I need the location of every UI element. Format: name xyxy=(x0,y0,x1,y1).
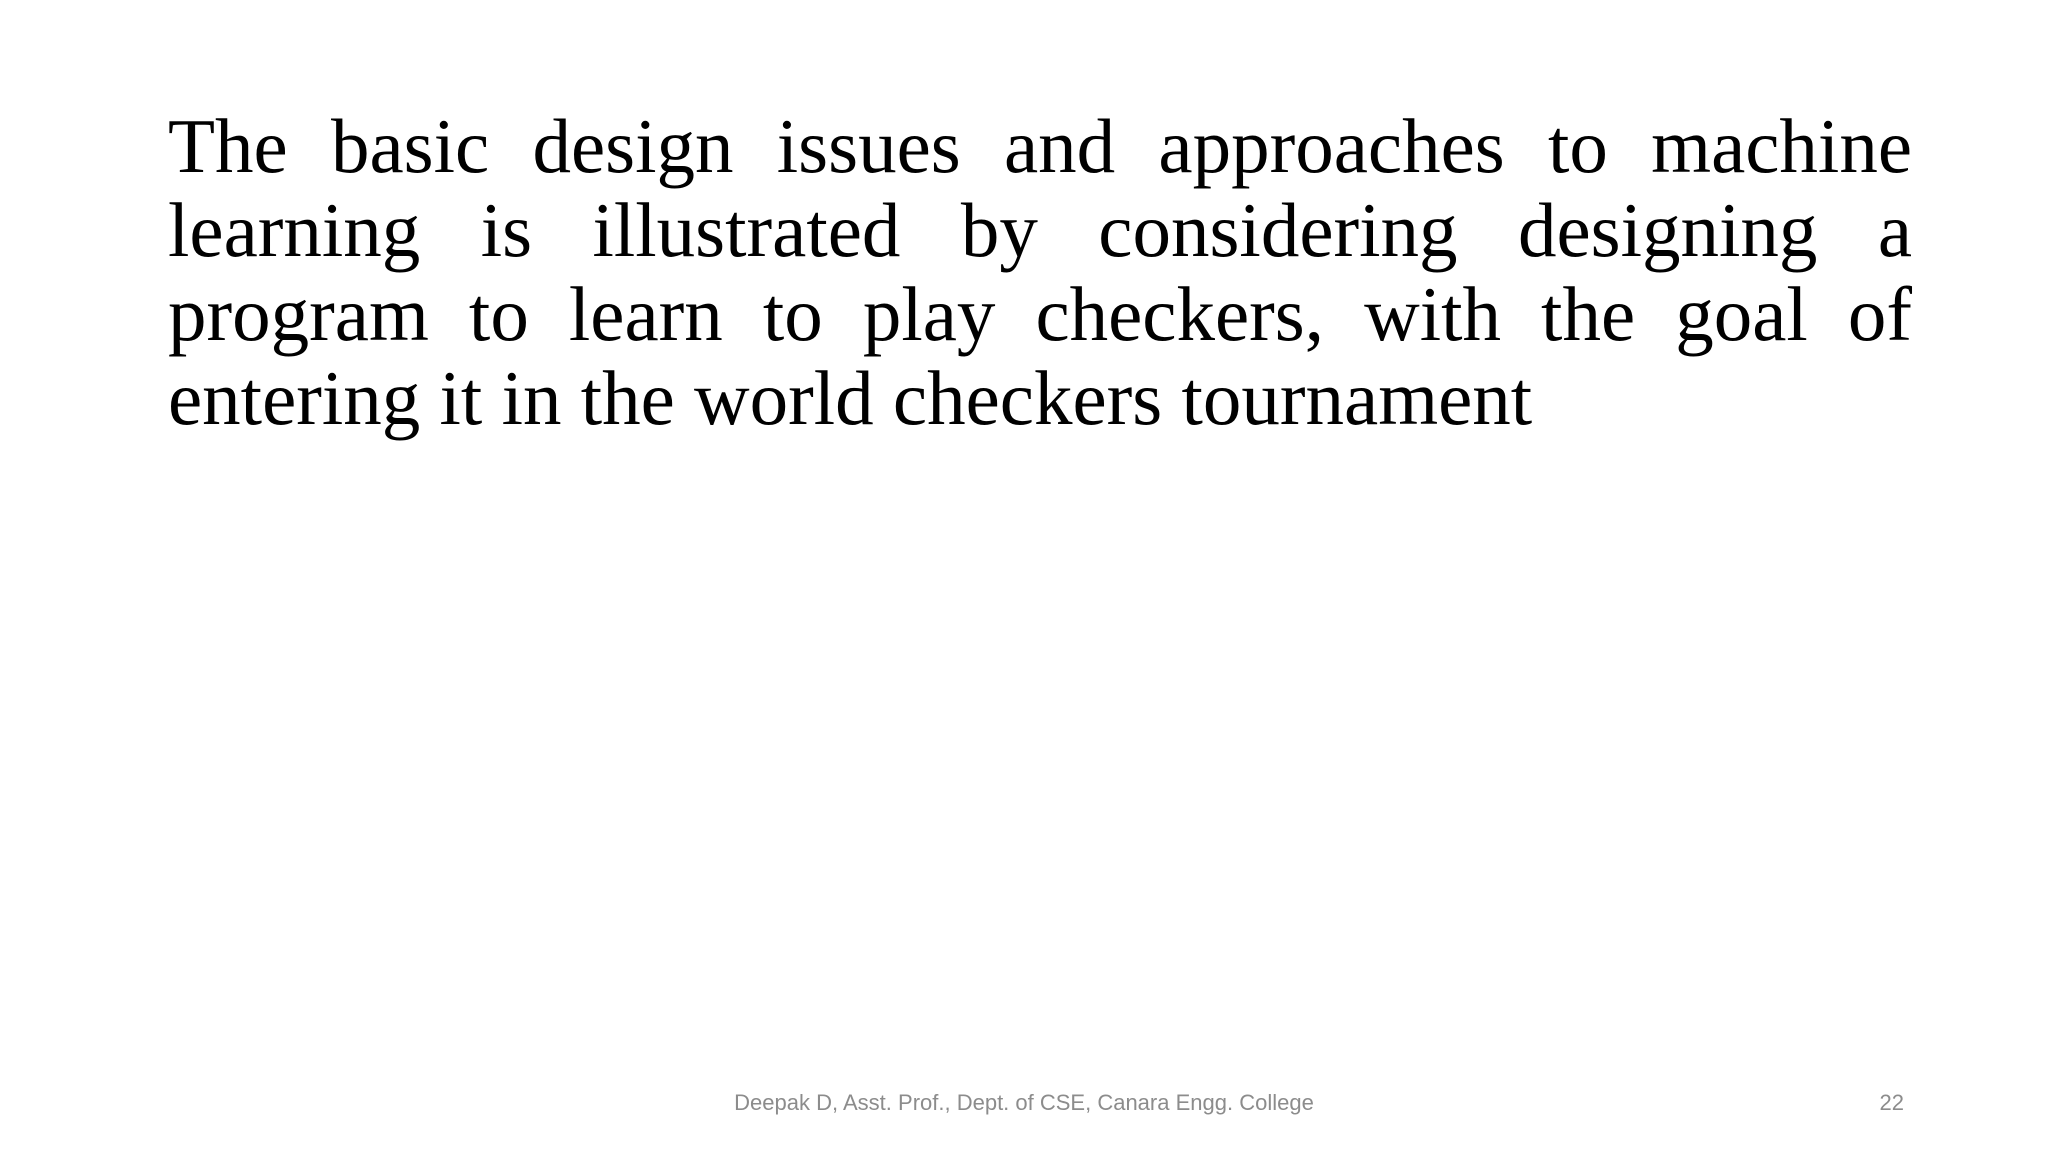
slide-body-text: The basic design issues and approaches to machine learning is illustrated by considering designing a program to learn to play checkers, with the goal of entering it in the world checkers tournament xyxy=(168,103,1912,441)
slide-footer: Deepak D, Asst. Prof., Dept. of CSE, Canara Engg. College xyxy=(734,1090,1314,1115)
slide-number: 22 xyxy=(1879,1090,1904,1115)
